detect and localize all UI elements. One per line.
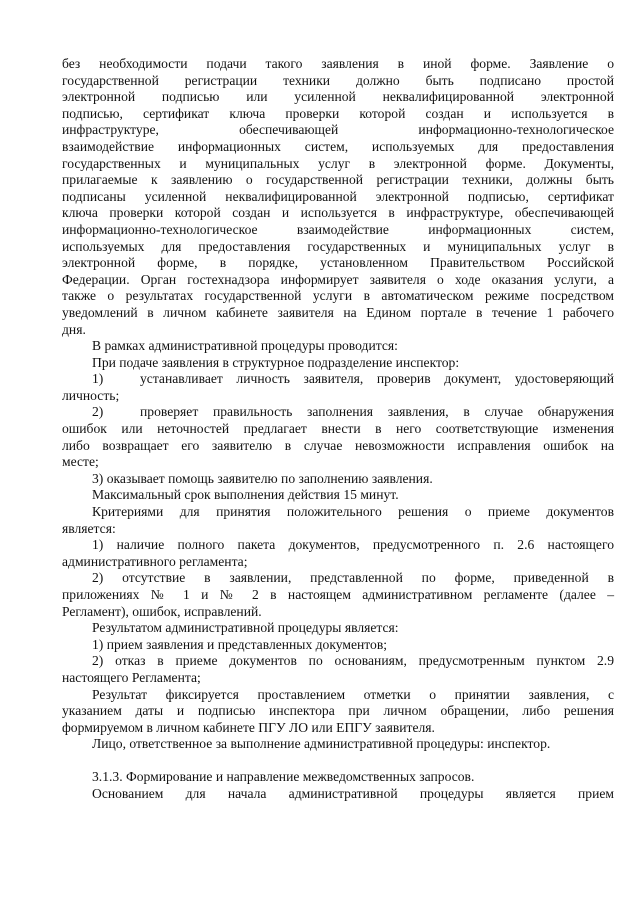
- paragraph-max-time: [62, 487, 614, 504]
- text-line: электронной форме, в порядке, установленном Правительством Российской: [62, 255, 614, 271]
- text-line: Максимальный срок выполнения действия 15 минут.: [92, 487, 399, 503]
- section-spacer: [62, 753, 614, 769]
- text-line: формируемом в личном кабинете ПГУ ЛО или ЕПГУ заявителя.: [62, 719, 435, 735]
- text-line: месте;: [62, 454, 99, 470]
- text-line: приложениях № 1 и № 2 в настоящем административном регламенте (далее –: [62, 587, 614, 602]
- document-page: [62, 56, 614, 802]
- text-line: инфраструктуре, обеспечивающей информационно-технологическое: [62, 122, 614, 138]
- text-line: ошибок или неточностей предлагает внести в него соответствующие изменения: [62, 421, 614, 437]
- list-item-full-package: [62, 537, 614, 570]
- list-item-identity: [62, 371, 614, 404]
- text-line: 2) отказ в приеме документов по основаниям, предусмотренным пунктом 2.9: [92, 653, 614, 669]
- list-item-refuse: [62, 653, 614, 686]
- text-line: В рамках административной процедуры проводится:: [92, 338, 398, 354]
- paragraph-basis: [62, 786, 614, 803]
- text-line: также о результатах государственной услуги в автоматическом режиме посредством: [62, 288, 614, 304]
- text-line: Регламент), ошибок, исправлений.: [62, 603, 262, 619]
- text-line: Результат фиксируется проставлением отметки о принятии заявления, с: [92, 686, 614, 702]
- text-line: 2) отсутствие в заявлении, представленной по форме, приведенной в: [92, 570, 614, 586]
- text-line: электронной подписью или усиленной неквалифицированной электронной: [62, 89, 614, 105]
- list-text: проверяет правильность заполнения заявления, в случае обнаружения: [140, 404, 614, 420]
- text-line: Результатом административной процедуры является:: [92, 620, 399, 636]
- text-line: прилагаемые к заявлению о государственной регистрации техники, должны быть: [62, 172, 614, 188]
- text-line: дня.: [62, 321, 86, 337]
- list-text: устанавливает личность заявителя, проверив документ, удостоверяющий: [140, 371, 614, 387]
- list-number: 1): [92, 371, 104, 387]
- text-line: Основанием для начала административной процедуры является прием: [92, 785, 614, 801]
- text-line: 3) оказывает помощь заявителю по заполнению заявления.: [92, 470, 433, 486]
- list-item-accept: [62, 637, 614, 654]
- paragraph-criteria: [62, 504, 614, 537]
- text-line: подписью, сертификат ключа проверки которой создан и используется в: [62, 105, 614, 121]
- text-line: [62, 404, 614, 421]
- list-item-no-errors: [62, 570, 614, 620]
- text-line: ключа проверки которой создан и используется в инфраструктуре, обеспечивающей: [62, 205, 614, 221]
- text-line: 3.1.3. Формирование и направление межведомственных запросов.: [92, 768, 475, 784]
- paragraph-result-fixation: [62, 687, 614, 737]
- text-line: государственной регистрации техники должно быть подписано простой: [62, 72, 614, 88]
- text-line: указанием даты и подписью инспектора при личном обращении, либо решения: [62, 703, 614, 719]
- section-heading-3-1-3: [62, 769, 614, 786]
- text-line: Федерации. Орган гостехнадзора информирует заявителя о ходе оказания услуги, а: [62, 271, 614, 287]
- text-line: используемых для предоставления государственных и муниципальных услуг в: [62, 238, 614, 254]
- text-line: информационно-технологическое взаимодействие информационных систем,: [62, 221, 614, 237]
- text-line: взаимодействие информационных систем, используемых для предоставления: [62, 138, 614, 154]
- list-number: 2): [92, 404, 104, 420]
- paragraph-result-intro: [62, 620, 614, 637]
- paragraph-procedure-intro: [62, 338, 614, 355]
- text-line: либо возвращает его заявителю в случае невозможности исправления ошибок на: [62, 437, 614, 453]
- text-line: Лицо, ответственное за выполнение административной процедуры: инспектор.: [92, 736, 551, 752]
- list-item-assist: [62, 471, 614, 488]
- paragraph-responsible: [62, 736, 614, 753]
- text-line: 1) наличие полного пакета документов, предусмотренного п. 2.6 настоящего: [92, 537, 614, 553]
- text-line: подписаны усиленной неквалифицированной электронной подписью, сертификат: [62, 188, 614, 204]
- text-line: административного регламента;: [62, 553, 248, 569]
- text-line: государственных и муниципальных услуг в электронной форме. Документы,: [62, 155, 614, 171]
- text-line: [62, 371, 614, 388]
- text-line: Критериями для принятия положительного решения о приеме документов: [92, 504, 614, 520]
- text-line: без необходимости подачи такого заявления в иной форме. Заявление о: [62, 56, 614, 71]
- paragraph-inspector-intro: [62, 355, 614, 372]
- text-line: 1) прием заявления и представленных документов;: [92, 636, 388, 652]
- paragraph-submission-form: [62, 56, 614, 338]
- text-line: личность;: [62, 387, 120, 403]
- text-line: уведомлений в личном кабинете заявителя на Едином портале в течение 1 рабочего: [62, 304, 614, 320]
- list-item-check-form: [62, 404, 614, 470]
- text-line: При подаче заявления в структурное подразделение инспектор:: [92, 354, 460, 370]
- text-line: является:: [62, 520, 116, 536]
- text-line: настоящего Регламента;: [62, 669, 201, 685]
